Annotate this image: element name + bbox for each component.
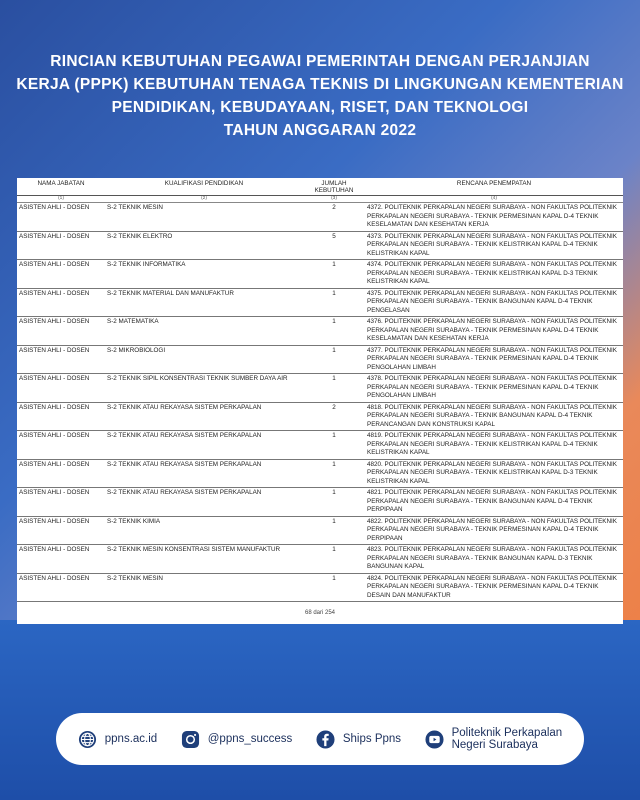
table-row — [17, 545, 623, 574]
cell-nama-jabatan: ASISTEN AHLI - DOSEN — [17, 488, 105, 517]
cell-kualifikasi: S-2 TEKNIK ATAU REKAYASA SISTEM PERKAPALAN — [105, 402, 303, 431]
requirements-table — [17, 178, 623, 602]
column-number-row — [17, 196, 623, 203]
website-label: ppns.ac.id — [104, 733, 158, 745]
cell-nama-jabatan: ASISTEN AHLI - DOSEN — [17, 545, 105, 574]
cell-penempatan: 4373. POLITEKNIK PERKAPALAN NEGERI SURABAYA - NON FAKULTAS POLITEKNIK PERKAPALAN NEGERI SURABAYA - TEKNIK KELISTRIKAN KAPAL D-4 TEKNIK KELISTRIKAN KAPAL — [365, 231, 623, 260]
col-number: (3) — [303, 196, 365, 203]
cell-penempatan: 4824. POLITEKNIK PERKAPALAN NEGERI SURABAYA - NON FAKULTAS POLITEKNIK PERKAPALAN NEGERI SURABAYA - TEKNIK PERMESINAN KAPAL D-4 TEKNIK DESAIN DAN MANUFAKTUR — [365, 573, 623, 602]
header-nama-jabatan: NAMA JABATAN — [17, 178, 105, 196]
cell-nama-jabatan: ASISTEN AHLI - DOSEN — [17, 203, 105, 232]
cell-kualifikasi: S-2 TEKNIK SIPIL KONSENTRASI TEKNIK SUMBER DAYA AIR — [105, 374, 303, 403]
page-title — [0, 50, 640, 142]
cell-jumlah: 1 — [303, 431, 365, 460]
cell-penempatan: 4822. POLITEKNIK PERKAPALAN NEGERI SURABAYA - NON FAKULTAS POLITEKNIK PERKAPALAN NEGERI SURABAYA - TEKNIK PERMESINAN KAPAL D-4 TEKNIK PERPIPAAN — [365, 516, 623, 545]
cell-kualifikasi: S-2 TEKNIK MATERIAL DAN MANUFAKTUR — [105, 288, 303, 317]
table-row — [17, 317, 623, 346]
table-row — [17, 516, 623, 545]
header-kualifikasi: KUALIFIKASI PENDIDIKAN — [105, 178, 303, 196]
cell-kualifikasi: S-2 TEKNIK MESIN — [105, 573, 303, 602]
table-row — [17, 288, 623, 317]
cell-kualifikasi: S-2 TEKNIK MESIN KONSENTRASI SISTEM MANUFAKTUR — [105, 545, 303, 574]
table-header-row — [17, 178, 623, 196]
footer-youtube[interactable] — [425, 727, 563, 751]
footer-bar — [56, 713, 584, 765]
youtube-label — [452, 727, 563, 751]
background-bottom-band — [0, 620, 640, 800]
title-line: KERJA (PPPK) KEBUTUHAN TENAGA TEKNIS DI LINGKUNGAN KEMENTERIAN — [16, 76, 624, 93]
header-jumlah: JUMLAH KEBUTUHAN — [303, 178, 365, 196]
cell-penempatan: 4374. POLITEKNIK PERKAPALAN NEGERI SURABAYA - NON FAKULTAS POLITEKNIK PERKAPALAN NEGERI SURABAYA - TEKNIK KELISTRIKAN KAPAL D-3 TEKNIK KELISTRIKAN KAPAL — [365, 260, 623, 289]
cell-nama-jabatan: ASISTEN AHLI - DOSEN — [17, 431, 105, 460]
table-body — [17, 203, 623, 602]
cell-jumlah: 1 — [303, 317, 365, 346]
cell-jumlah: 1 — [303, 288, 365, 317]
cell-penempatan: 4376. POLITEKNIK PERKAPALAN NEGERI SURABAYA - NON FAKULTAS POLITEKNIK PERKAPALAN NEGERI SURABAYA - TEKNIK PERMESINAN KAPAL D-4 TEKNIK KESELAMATAN DAN KESEHATAN KERJA — [365, 317, 623, 346]
cell-jumlah: 1 — [303, 459, 365, 488]
footer-instagram[interactable] — [181, 729, 293, 749]
page-number: 68 dari 254 — [304, 610, 336, 616]
cell-jumlah: 1 — [303, 573, 365, 602]
cell-penempatan: 4819. POLITEKNIK PERKAPALAN NEGERI SURABAYA - NON FAKULTAS POLITEKNIK PERKAPALAN NEGERI SURABAYA - TEKNIK KELISTRIKAN KAPAL D-4 TEKNIK KELISTRIKAN KAPAL — [365, 431, 623, 460]
table-row — [17, 402, 623, 431]
cell-kualifikasi: S-2 TEKNIK ATAU REKAYASA SISTEM PERKAPALAN — [105, 431, 303, 460]
cell-penempatan: 4377. POLITEKNIK PERKAPALAN NEGERI SURABAYA - NON FAKULTAS POLITEKNIK PERKAPALAN NEGERI SURABAYA - TEKNIK PERMESINAN KAPAL D-4 TEKNIK PENGOLAHAN LIMBAH — [365, 345, 623, 374]
cell-nama-jabatan: ASISTEN AHLI - DOSEN — [17, 402, 105, 431]
cell-nama-jabatan: ASISTEN AHLI - DOSEN — [17, 260, 105, 289]
table-row — [17, 573, 623, 602]
cell-jumlah: 1 — [303, 545, 365, 574]
cell-nama-jabatan: ASISTEN AHLI - DOSEN — [17, 459, 105, 488]
table-row — [17, 231, 623, 260]
instagram-icon — [181, 729, 201, 749]
cell-penempatan: 4823. POLITEKNIK PERKAPALAN NEGERI SURABAYA - NON FAKULTAS POLITEKNIK PERKAPALAN NEGERI SURABAYA - TEKNIK BANGUNAN KAPAL D-3 TEKNIK BANGUNAN KAPAL — [365, 545, 623, 574]
cell-penempatan: 4820. POLITEKNIK PERKAPALAN NEGERI SURABAYA - NON FAKULTAS POLITEKNIK PERKAPALAN NEGERI SURABAYA - TEKNIK KELISTRIKAN KAPAL D-3 TEKNIK KELISTRIKAN KAPAL — [365, 459, 623, 488]
table-row — [17, 374, 623, 403]
cell-nama-jabatan: ASISTEN AHLI - DOSEN — [17, 345, 105, 374]
youtube-icon — [425, 729, 445, 749]
cell-kualifikasi: S-2 TEKNIK ELEKTRO — [105, 231, 303, 260]
cell-nama-jabatan: ASISTEN AHLI - DOSEN — [17, 317, 105, 346]
table-row — [17, 345, 623, 374]
cell-penempatan: 4818. POLITEKNIK PERKAPALAN NEGERI SURABAYA - NON FAKULTAS POLITEKNIK PERKAPALAN NEGERI SURABAYA - TEKNIK BANGUNAN KAPAL D-4 TEKNIK PERANCANGAN DAN KONSTRUKSI KAPAL — [365, 402, 623, 431]
col-number: (2) — [105, 196, 303, 203]
instagram-label: @ppns_success — [207, 733, 293, 745]
cell-kualifikasi: S-2 MATEMATIKA — [105, 317, 303, 346]
cell-jumlah: 1 — [303, 516, 365, 545]
cell-penempatan: 4372. POLITEKNIK PERKAPALAN NEGERI SURABAYA - NON FAKULTAS POLITEKNIK PERKAPALAN NEGERI SURABAYA - TEKNIK PERMESINAN KAPAL D-4 TEKNIK KESELAMATAN DAN KESEHATAN KERJA — [365, 203, 623, 232]
cell-penempatan: 4378. POLITEKNIK PERKAPALAN NEGERI SURABAYA - NON FAKULTAS POLITEKNIK PERKAPALAN NEGERI SURABAYA - TEKNIK PERMESINAN KAPAL D-4 TEKNIK PENGOLAHAN LIMBAH — [365, 374, 623, 403]
cell-nama-jabatan: ASISTEN AHLI - DOSEN — [17, 231, 105, 260]
facebook-label: Ships Ppns — [342, 733, 402, 745]
globe-icon — [78, 729, 98, 749]
title-line: TAHUN ANGGARAN 2022 — [223, 122, 417, 139]
cell-jumlah: 1 — [303, 345, 365, 374]
table-row — [17, 459, 623, 488]
table-row — [17, 203, 623, 232]
cell-jumlah: 1 — [303, 374, 365, 403]
cell-nama-jabatan: ASISTEN AHLI - DOSEN — [17, 288, 105, 317]
cell-kualifikasi: S-2 TEKNIK INFORMATIKA — [105, 260, 303, 289]
cell-jumlah: 2 — [303, 402, 365, 431]
cell-penempatan: 4821. POLITEKNIK PERKAPALAN NEGERI SURABAYA - NON FAKULTAS POLITEKNIK PERKAPALAN NEGERI SURABAYA - TEKNIK BANGUNAN KAPAL D-4 TEKNIK PERPIPAAN — [365, 488, 623, 517]
cell-kualifikasi: S-2 TEKNIK ATAU REKAYASA SISTEM PERKAPALAN — [105, 459, 303, 488]
cell-penempatan: 4375. POLITEKNIK PERKAPALAN NEGERI SURABAYA - NON FAKULTAS POLITEKNIK PERKAPALAN NEGERI SURABAYA - TEKNIK BANGUNAN KAPAL D-4 TEKNIK PENGELASAN — [365, 288, 623, 317]
cell-kualifikasi: S-2 MIKROBIOLOGI — [105, 345, 303, 374]
footer-facebook[interactable] — [316, 729, 401, 749]
table-row — [17, 431, 623, 460]
cell-nama-jabatan: ASISTEN AHLI - DOSEN — [17, 573, 105, 602]
youtube-label-line1: Politeknik Perkapalan — [451, 727, 563, 739]
cell-jumlah: 5 — [303, 231, 365, 260]
table-row — [17, 260, 623, 289]
title-line: RINCIAN KEBUTUHAN PEGAWAI PEMERINTAH DENGAN PERJANJIAN — [50, 53, 590, 70]
cell-jumlah: 1 — [303, 488, 365, 517]
cell-nama-jabatan: ASISTEN AHLI - DOSEN — [17, 516, 105, 545]
cell-kualifikasi: S-2 TEKNIK ATAU REKAYASA SISTEM PERKAPALAN — [105, 488, 303, 517]
cell-kualifikasi: S-2 TEKNIK KIMIA — [105, 516, 303, 545]
cell-jumlah: 2 — [303, 203, 365, 232]
col-number: (4) — [365, 196, 623, 203]
col-number: (1) — [17, 196, 105, 203]
table-row — [17, 488, 623, 517]
cell-jumlah: 1 — [303, 260, 365, 289]
title-line: PENDIDIKAN, KEBUDAYAAN, RISET, DAN TEKNOLOGI — [111, 99, 529, 116]
cell-kualifikasi: S-2 TEKNIK MESIN — [105, 203, 303, 232]
cell-nama-jabatan: ASISTEN AHLI - DOSEN — [17, 374, 105, 403]
document-page — [17, 178, 623, 624]
header-penempatan: RENCANA PENEMPATAN — [365, 178, 623, 196]
youtube-label-line2: Negeri Surabaya — [451, 739, 538, 751]
footer-website[interactable] — [78, 729, 157, 749]
facebook-icon — [316, 729, 336, 749]
